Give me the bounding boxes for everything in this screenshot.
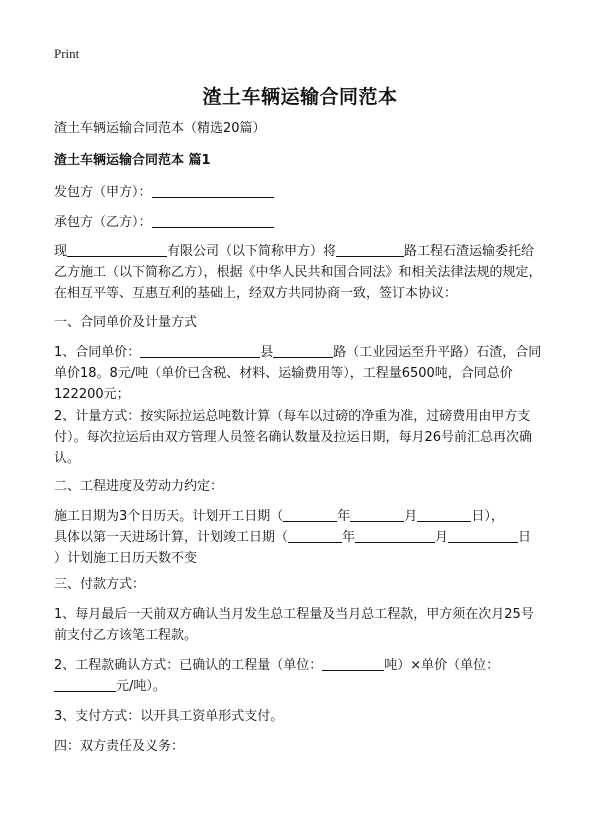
start-day-blank [417,507,471,522]
end-month-blank [355,528,435,543]
section1-item1 [54,342,546,405]
section2-heading: 二、工程进度及劳动力约定： [54,479,224,494]
section3-heading: 三、付款方式： [54,577,146,592]
end-year-label: 年 [342,530,356,545]
preamble-text-3: 路工程石渣运输委托给乙方施工（以下简称乙方），根据《中华人民共和国合同法》和相关法律法规的规定，在相互平等、互惠互利的基础上，经双方共同协商一致，签订本协议： [54,244,542,301]
section2-schedule [54,506,546,569]
road-name-blank [273,343,333,358]
end-day-label: 日 [518,530,532,545]
schedule-text-1: 施工日期为3个日历天。计划开工日期（ [54,509,284,524]
end-month-label: 月 [435,530,449,545]
party-b-line [54,212,546,233]
payment-confirm-text-1: 2、工程款确认方式：已确认的工程量（单位： [54,658,323,673]
section1-heading: 一、合同单价及计量方式 [54,315,198,330]
section-title: 渣土车辆运输合同范本 篇1 [54,153,211,168]
payment-confirm-text-2: 吨）×单价（单位： [384,658,500,673]
section3-item1: 1、每月最后一天前双方确认当月发生总工程量及当月总工程款，甲方须在次月25号前支付乙方该笔工程款。 [54,607,534,643]
start-month-label: 月 [404,509,418,524]
section1-item2: 2、计量方式：按实际拉运总吨数计算（每车以过磅的净重为准，过磅费用由甲方支付）。每次拉运后由双方管理人员签名确认数量及拉运日期，每月26号前汇总再次确认。 [54,409,533,466]
print-label[interactable]: Print [54,46,80,61]
start-day-label: 日）， [471,509,504,524]
payment-confirm-text-3: 元/吨）。 [116,679,166,694]
preamble-text-1: 现 [54,244,68,259]
party-a-blank [152,183,274,198]
end-year-blank [288,528,342,543]
schedule-text-3: ）计划施工日历天数不变 [54,551,198,566]
item1-text-3: 路（工业园运至升平路）石渣，合同单价18。8元/吨（单价已含税、材料、运输费用等），工程量6500吨，合同总价122200元； [54,345,542,402]
item1-text-1: 1、合同单价： [54,345,141,360]
end-day-blank [448,528,518,543]
party-a-line [54,182,546,203]
county-blank [140,343,260,358]
section3-item2 [54,655,546,697]
party-b-blank [152,213,274,228]
preamble-text-2: 有限公司（以下简称甲方）将 [167,244,337,259]
party-b-label: 承包方（乙方）： [54,215,152,230]
quantity-blank [322,656,384,671]
schedule-text-2: 具体以第一天进场计算，计划竣工日期（ [54,530,289,545]
road-blank [336,242,404,257]
document-title: 渣土车辆运输合同范本 [202,86,398,108]
item1-text-2: 县 [260,345,274,360]
company-blank [67,242,167,257]
party-a-label: 发包方（甲方）： [54,185,152,200]
section3-item3: 3、支付方式：以开具工资单形式支付。 [54,709,284,724]
start-year-label: 年 [337,509,351,524]
preamble-paragraph [54,241,546,304]
document-subtitle: 渣土车辆运输合同范本（精选20篇） [54,121,266,136]
section4-heading: 四：双方责任及义务： [54,739,185,754]
start-year-blank [283,507,337,522]
start-month-blank [350,507,404,522]
unit-price-blank [54,677,116,692]
